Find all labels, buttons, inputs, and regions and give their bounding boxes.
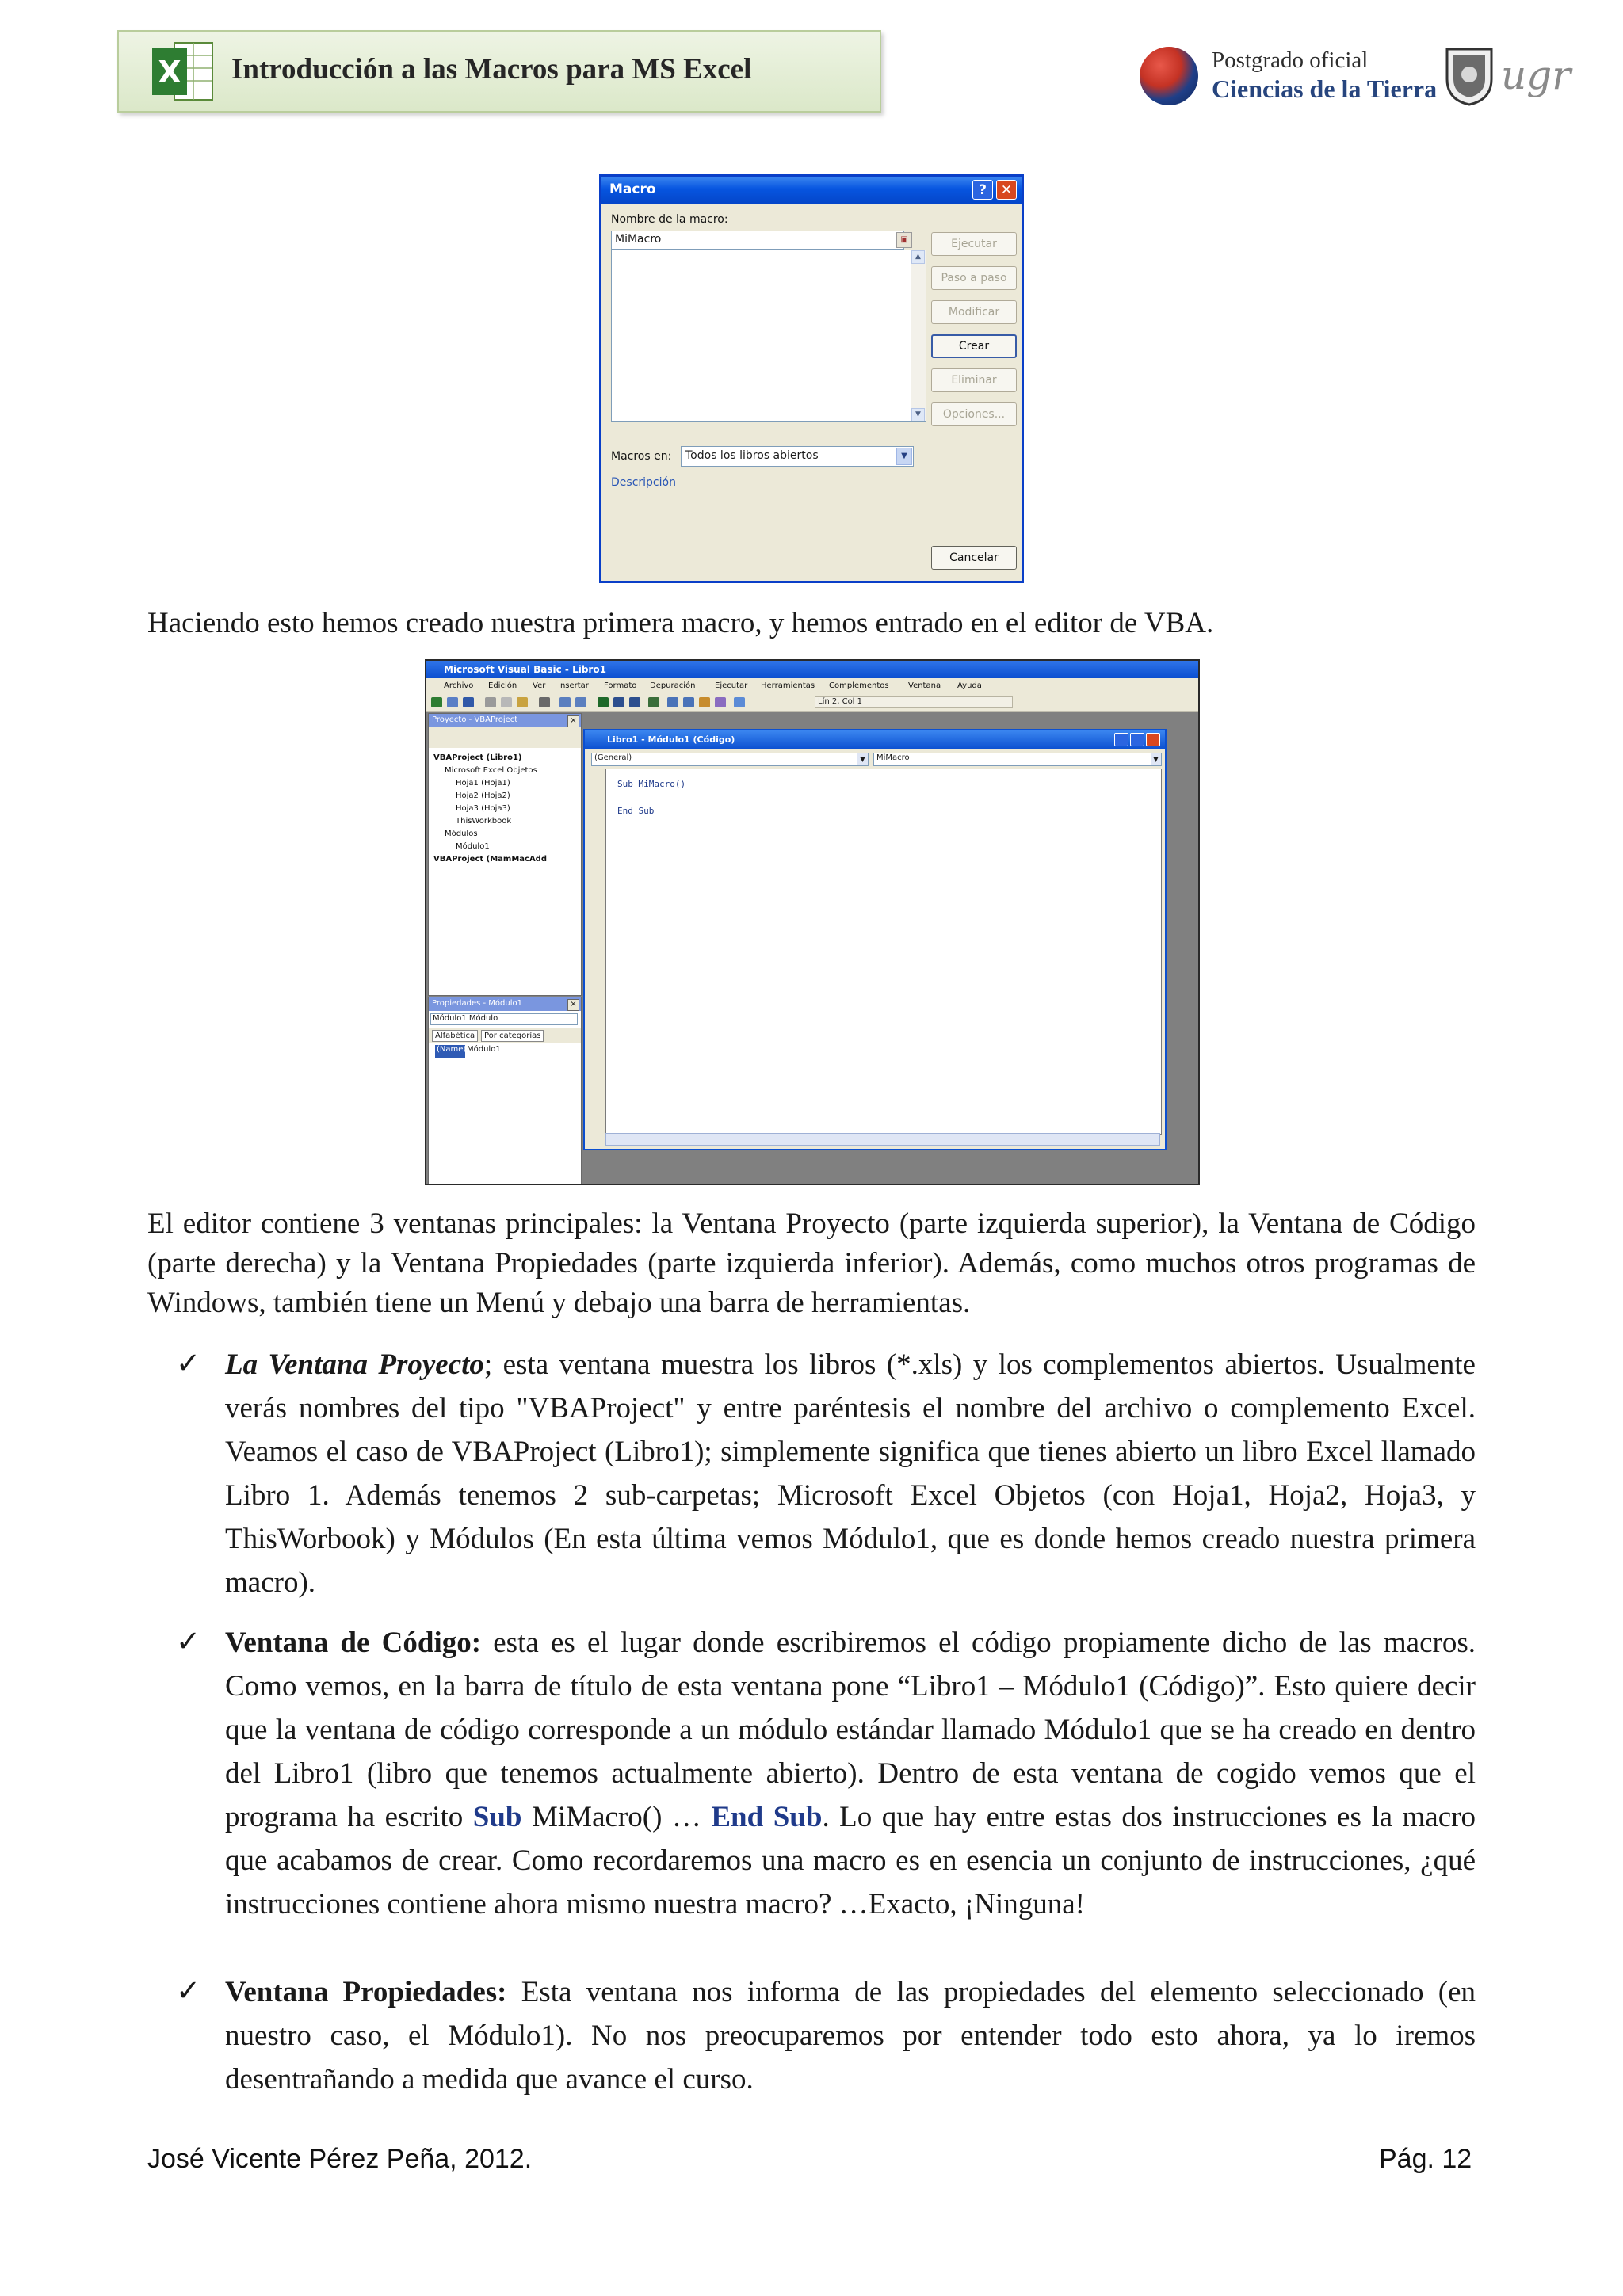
step-into-button[interactable]: Paso a paso	[931, 266, 1017, 290]
vba-toolbar	[426, 694, 1198, 712]
run-button[interactable]: Ejecutar	[931, 232, 1017, 256]
vba-editor-screenshot	[425, 659, 1200, 1185]
macros-in-label: Macros en:	[611, 450, 672, 463]
menu-item-depuracion[interactable]: Depuración	[650, 681, 696, 690]
menu-item-ventana[interactable]: Ventana	[908, 681, 941, 690]
bullet-properties-text: Esta ventana nos informa de las propiedades del elemento seleccionado (en nuestro caso, el Módulo1). No nos preocuparemos por entender todo esto ahora, ya lo iremos desentrañando a medida que avance el curso.	[225, 1976, 1476, 2096]
code-window-title: Libro1 - Módulo1 (Código)	[585, 730, 1165, 749]
macros-in-value: Todos los libros abiertos	[685, 449, 819, 462]
cursor-position: Lín 2, Col 1	[815, 696, 1013, 708]
university-line1: Postgrado oficial	[1212, 48, 1369, 73]
menu-item-ejecutar[interactable]: Ejecutar	[715, 681, 748, 690]
menu-item-complementos[interactable]: Complementos	[829, 681, 889, 690]
excel-view-icon[interactable]	[431, 697, 442, 707]
project-window	[428, 713, 582, 996]
menu-item-ayuda[interactable]: Ayuda	[957, 681, 982, 690]
delete-button[interactable]: Eliminar	[931, 368, 1017, 392]
edit-button[interactable]: Modificar	[931, 300, 1017, 324]
properties-tabs	[429, 1028, 581, 1043]
tree-item-hoja3[interactable]: Hoja3 (Hoja3)	[456, 804, 510, 813]
vba-menubar	[426, 678, 1198, 694]
tree-item-hoja1[interactable]: Hoja1 (Hoja1)	[456, 779, 510, 788]
paste-icon[interactable]	[517, 697, 528, 707]
minimize-icon[interactable]	[1114, 733, 1128, 746]
scroll-up-icon[interactable]: ▲	[911, 250, 925, 264]
macro-list-scrollbar[interactable]	[911, 250, 926, 421]
procedure-combo[interactable]	[873, 753, 1162, 766]
globe-icon	[1140, 47, 1198, 105]
bullet-code-title: Ventana de Código:	[225, 1627, 482, 1659]
properties-icon[interactable]	[683, 697, 694, 707]
menu-item-archivo[interactable]: Archivo	[444, 681, 474, 690]
toolbox-icon[interactable]	[715, 697, 726, 707]
check-icon: ✓	[176, 1624, 201, 1658]
university-logo	[1138, 43, 1571, 114]
macro-dialog-title: Macro	[609, 181, 656, 197]
bullet-project-title: La Ventana Proyecto	[225, 1348, 484, 1381]
header-title: Introducción a las Macros para MS Excel	[231, 53, 752, 86]
scroll-down-icon[interactable]: ▼	[911, 408, 925, 421]
properties-object-select[interactable]: Módulo1 Módulo	[430, 1013, 578, 1025]
bullet-code-text-a: esta es el lugar donde escribiremos el código propiamente dicho de las macros. Como vemos, en la barra de título de esta ventana pone “Libro1 – Módulo1 (Código)”. Esto quiere decir que la ventana de código corresponde a un módulo estándar llamado Módulo1 que se ha creado en dentro del Libro1 (libro que tenemos actualmente abierto). Dentro de esta ventana de cogido vemos que el programa ha escrito	[225, 1627, 1476, 1833]
create-button[interactable]: Crear	[931, 334, 1017, 358]
tree-item-hoja2[interactable]: Hoja2 (Hoja2)	[456, 791, 510, 800]
close-icon[interactable]	[1146, 733, 1160, 746]
save-icon[interactable]	[463, 697, 474, 707]
svg-text:X: X	[158, 55, 181, 90]
cancel-button[interactable]: Cancelar	[931, 546, 1017, 570]
header-banner	[117, 30, 881, 113]
code-line-end-sub[interactable]: End Sub	[617, 806, 655, 816]
project-explorer-icon[interactable]	[667, 697, 678, 707]
help-icon[interactable]	[734, 697, 745, 707]
menu-item-formato[interactable]: Formato	[604, 681, 637, 690]
university-seal-icon	[1442, 44, 1496, 106]
bullet-properties-window	[225, 1970, 1476, 2101]
project-window-title: Proyecto - VBAProject	[429, 714, 581, 727]
macro-name-input[interactable]: MiMacro	[611, 231, 904, 250]
close-button[interactable]: ✕	[996, 180, 1017, 200]
university-line2: Ciencias de la Tierra	[1212, 74, 1438, 103]
bullet-project-text: ; esta ventana muestra los libros (*.xls) y los complementos abiertos. Usualmente verás nombres del tipo "VBAProject" y entre paréntesis el nombre del archivo o complemento Excel. Veamos el caso de VBAProject (Libro1); simplemente significa que tienes abierto un libro Excel llamado Libro 1. Además tenemos 2 sub-carpetas; Microsoft Excel Objetos (con Hoja1, Hoja2, Hoja3, y ThisWorbook) y Módulos (En esta última vemos Módulo1, que es donde hemos creado nuestra primera macro).	[225, 1348, 1476, 1599]
tree-item-modulo1[interactable]: Módulo1	[456, 842, 490, 851]
menu-item-herramientas[interactable]: Herramientas	[761, 681, 815, 690]
code-line-sub[interactable]: Sub MiMacro()	[617, 779, 686, 789]
editor-paragraph: El editor contiene 3 ventanas principales: la Ventana Proyecto (parte izquierda superior), la Ventana de Código (parte derecha) y la Ventana Propiedades (parte izquierda inferior). Además, como muchos otros programas de Windows, también tiene un Menú y debajo una barra de herramientas.	[147, 1207, 1476, 1319]
bullet-code-window	[225, 1621, 1476, 1926]
collapse-dialog-icon[interactable]: ▣	[896, 232, 912, 248]
object-combo[interactable]	[591, 753, 869, 766]
tab-por-categorias[interactable]: Por categorías	[481, 1030, 544, 1042]
chevron-down-icon[interactable]: ▼	[857, 753, 868, 765]
bullet-properties-title: Ventana Propiedades:	[225, 1976, 507, 2008]
check-icon: ✓	[176, 1974, 201, 2008]
excel-logo-icon	[151, 38, 216, 105]
menu-item-edicion[interactable]: Edición	[488, 681, 517, 690]
footer-page-number: Pág. 12	[1379, 2144, 1472, 2174]
bullet-project-window	[225, 1343, 1476, 1604]
bullet-code-text-b: MiMacro() …	[521, 1801, 712, 1833]
properties-window	[428, 997, 582, 1185]
redo-icon[interactable]	[575, 697, 586, 707]
properties-window-title: Propiedades - Módulo1	[429, 997, 581, 1011]
intro-paragraph: Haciendo esto hemos creado nuestra primera macro, y hemos entrado en el editor de VBA.	[147, 607, 1214, 639]
macro-dialog	[599, 174, 1024, 583]
macros-in-select[interactable]	[681, 446, 914, 467]
footer-author: José Vicente Pérez Peña, 2012.	[147, 2144, 533, 2174]
tree-item-vbaproject-addin[interactable]: VBAProject (MamMacAdd	[433, 855, 548, 864]
code-window	[583, 729, 1167, 1150]
reset-icon[interactable]	[629, 697, 640, 707]
find-icon[interactable]	[539, 697, 550, 707]
macro-name-label: Nombre de la macro:	[611, 213, 728, 226]
tree-item-thisworkbook[interactable]: ThisWorkbook	[456, 817, 512, 826]
copy-icon[interactable]	[501, 697, 512, 707]
menu-item-ver[interactable]: Ver	[533, 681, 546, 690]
maximize-icon[interactable]	[1130, 733, 1144, 746]
property-row[interactable]	[435, 1045, 578, 1058]
object-browser-icon[interactable]	[699, 697, 710, 707]
procedure-combo-value: MiMacro	[876, 753, 910, 762]
chevron-down-icon[interactable]: ▼	[1151, 753, 1161, 765]
macro-list[interactable]	[611, 250, 926, 422]
run-icon[interactable]	[598, 697, 609, 707]
keyword-end-sub: End Sub	[711, 1801, 823, 1833]
code-horizontal-scrollbar[interactable]	[605, 1133, 1160, 1146]
pause-icon[interactable]	[613, 697, 624, 707]
close-icon[interactable]: ×	[567, 999, 579, 1011]
tab-alfabetica[interactable]: Alfabética	[432, 1030, 478, 1042]
property-value[interactable]: Módulo1	[467, 1045, 501, 1054]
property-name: (Name)	[435, 1045, 465, 1058]
code-editor[interactable]	[605, 769, 1162, 1135]
object-combo-value: (General)	[594, 753, 632, 762]
project-window-toolbar	[429, 727, 581, 748]
options-button[interactable]: Opciones...	[931, 402, 1017, 426]
design-mode-icon[interactable]	[648, 697, 659, 707]
help-button[interactable]: ?	[972, 180, 993, 200]
ugr-mark: ugr	[1501, 52, 1571, 98]
menu-item-insertar[interactable]: Insertar	[558, 681, 589, 690]
check-icon: ✓	[176, 1346, 201, 1380]
undo-icon[interactable]	[559, 697, 571, 707]
tree-item-modulos[interactable]: Módulos	[445, 830, 478, 838]
description-label: Descripción	[611, 476, 676, 489]
chevron-down-icon[interactable]: ▼	[896, 448, 912, 465]
insert-icon[interactable]	[447, 697, 458, 707]
keyword-sub: Sub	[472, 1801, 522, 1833]
cut-icon[interactable]	[485, 697, 496, 707]
macro-dialog-titlebar	[601, 177, 1022, 204]
bullet-code-text-c: . Lo que hay entre estas dos instrucciones es la macro que acabamos de crear. Como recordaremos una macro es en esencia un conjunto de instrucciones, ¿qué instrucciones contiene ahora mismo nuestra macro? …Exacto, ¡Ninguna!	[225, 1801, 1476, 1920]
tree-item-vbaproject-libro1[interactable]: VBAProject (Libro1)	[433, 753, 522, 762]
close-icon[interactable]: ×	[567, 715, 579, 727]
vba-titlebar: Microsoft Visual Basic - Libro1	[426, 661, 1198, 678]
tree-item-excel-objects[interactable]: Microsoft Excel Objetos	[445, 766, 537, 775]
